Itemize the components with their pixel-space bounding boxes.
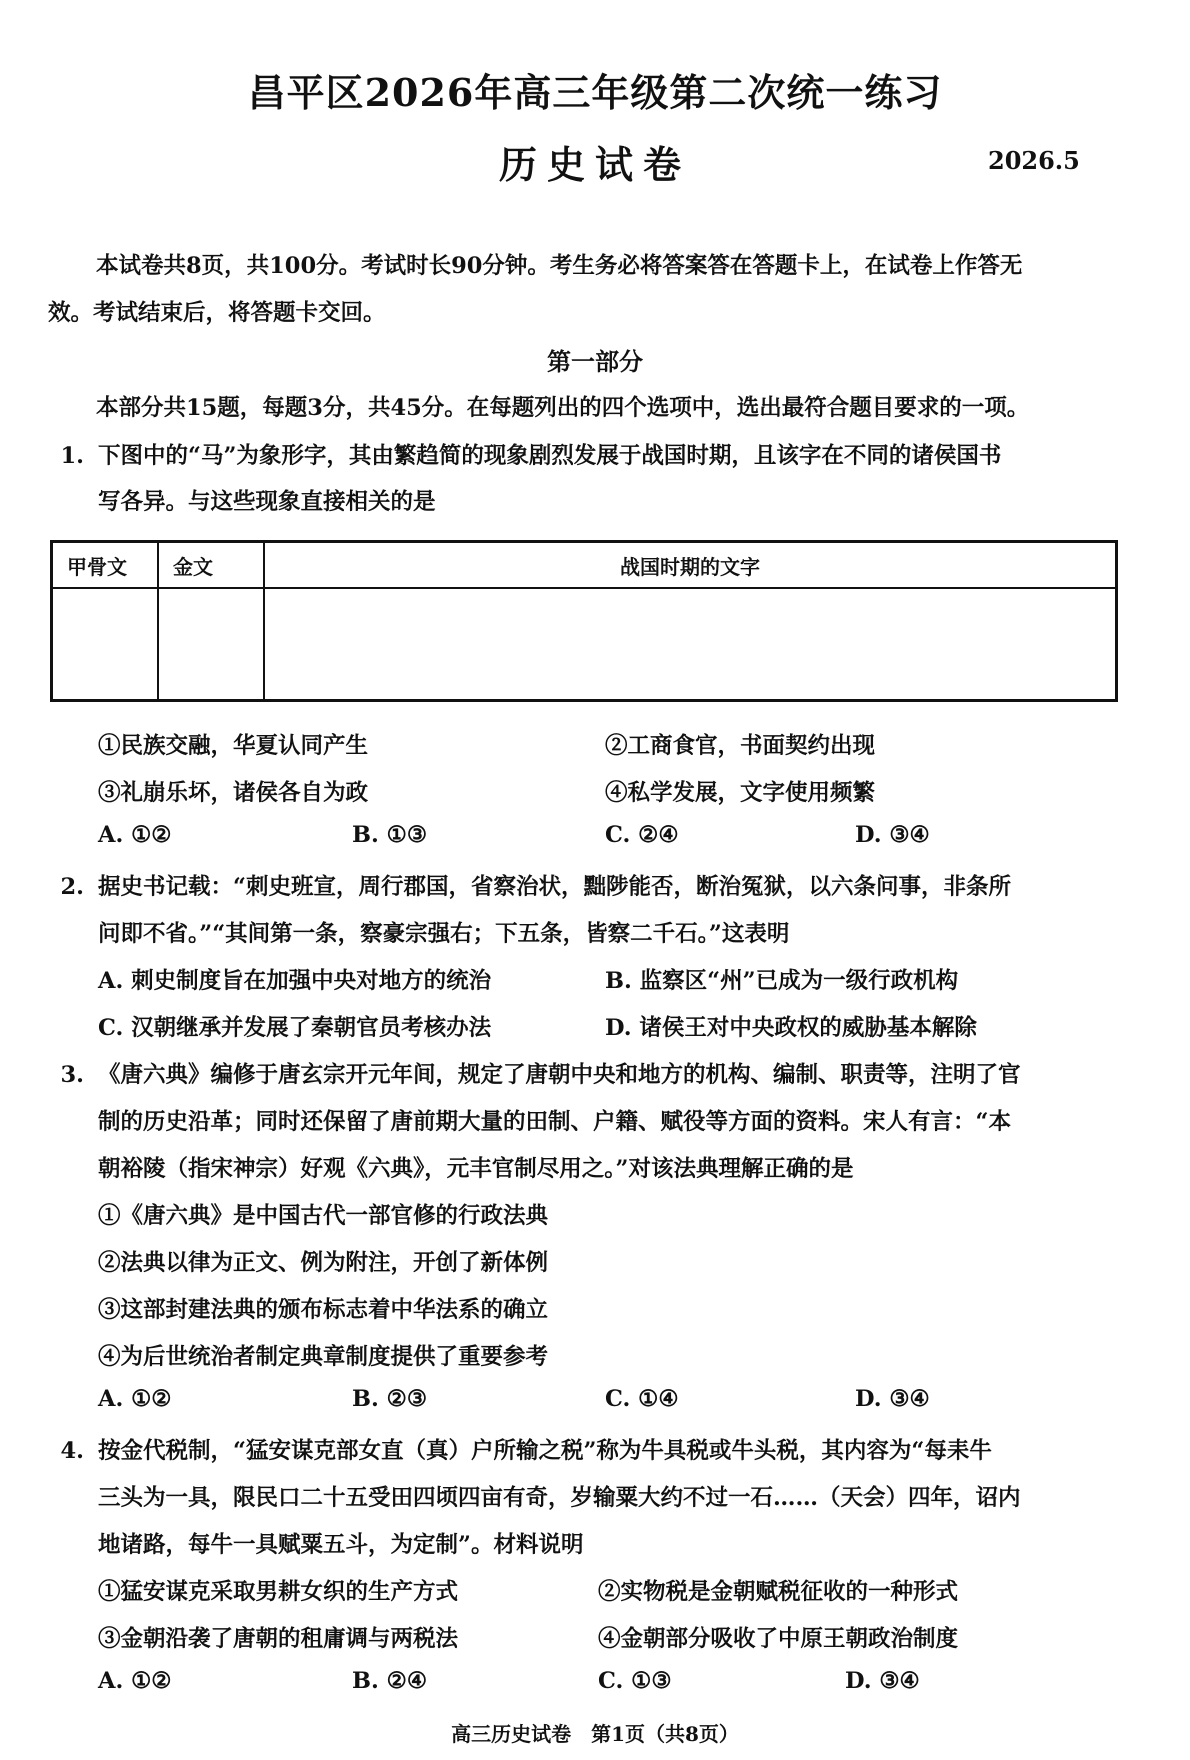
question-text: 《唐六典》编修于唐玄宗开元年间，规定了唐朝中央和地方的机构、编制、职责等，注明了官 [98,1062,1021,1088]
q2-option-d: D. 诸侯王对中央政权的威胁基本解除 [605,1015,977,1041]
q1-option-b: B. ①③ [352,822,428,848]
q1-item-1: ①民族交融，华夏认同产生 [98,733,369,759]
q4-item-1: ①猛安谋克采取男耕女织的生产方式 [98,1579,459,1605]
question-1-line-1 [48,438,1001,470]
question-4-line-2: 三头为一具，限民口二十五受田四顷四亩有奇，岁输粟大约不过一石……（天会）四年，诏内 [98,1485,1021,1511]
q3-option-b: B. ②③ [352,1386,428,1412]
q4-option-d: D. ③④ [845,1668,920,1694]
part1-title: 第一部分 [547,347,643,376]
q3-item-1: ①《唐六典》是中国古代一部官修的行政法典 [98,1203,549,1229]
table-cell-oracle-bone [52,588,159,701]
q3-option-a: A. ①② [98,1386,172,1412]
table-header-oracle-bone: 甲骨文 [52,542,159,589]
q3-option-d: D. ③④ [855,1386,930,1412]
intro-line-2: 效。考试结束后，将答题卡交回。 [48,300,386,326]
q2-option-b: B. 监察区“州”已成为一级行政机构 [605,968,959,994]
page-footer: 高三历史试卷 第1页（共8页） [451,1722,739,1746]
table-header-warring-states: 战国时期的文字 [264,542,1117,589]
q1-option-c: C. ②④ [605,822,679,848]
exam-title: 昌平区2026年高三年级第二次统一练习 [247,70,943,115]
exam-subject: 历史试卷 [498,142,691,187]
exam-date: 2026.5 [988,146,1080,175]
question-number: 4. [60,1438,84,1464]
q4-option-b: B. ②④ [352,1668,428,1694]
q1-item-4: ④私学发展，文字使用频繁 [605,780,876,806]
q1-option-d: D. ③④ [855,822,930,848]
question-text: 据史书记载：“刺史班宣，周行郡国，省察治状，黜陟能否，断治冤狱，以六条问事，非条所 [98,874,1011,900]
table-cell-bronze [158,588,264,701]
part1-instruction: 本部分共15题，每题3分，共45分。在每题列出的四个选项中，选出最符合题目要求的一项。 [96,395,1030,421]
q3-item-2: ②法典以律为正文、例为附注，开创了新体例 [98,1250,549,1276]
question-number: 1. [60,443,84,469]
q1-item-2: ②工商食官，书面契约出现 [605,733,876,759]
q4-item-2: ②实物税是金朝赋税征收的一种形式 [598,1579,959,1605]
q4-item-3: ③金朝沿袭了唐朝的租庸调与两税法 [98,1626,459,1652]
question-number: 2. [60,874,84,900]
intro-line-1: 本试卷共8页，共100分。考试时长90分钟。考生务必将答案答在答题卡上，在试卷上作答无 [96,253,1023,279]
q4-item-4: ④金朝部分吸收了中原王朝政治制度 [598,1626,959,1652]
q3-option-c: C. ①④ [605,1386,679,1412]
question-1-line-2: 写各异。与这些现象直接相关的是 [98,489,436,515]
question-2-line-1 [48,869,1011,901]
question-text: 下图中的“马”为象形字，其由繁趋简的现象剧烈发展于战国时期，且该字在不同的诸侯国书 [98,443,1002,469]
q4-option-c: C. ①③ [598,1668,672,1694]
question-text: 按金代税制，“猛安谋克部女直（真）户所输之税”称为牛具税或牛头税，其内容为“每耒牛 [98,1438,992,1464]
question-4-line-3: 地诸路，每牛一具赋粟五斗，为定制”。材料说明 [98,1532,584,1558]
table-header-bronze: 金文 [158,542,264,589]
q1-item-3: ③礼崩乐坏，诸侯各自为政 [98,780,369,806]
question-2-line-2: 问即不省。”“其间第一条，察豪宗强右；下五条，皆察二千石。”这表明 [98,921,790,947]
q3-item-3: ③这部封建法典的颁布标志着中华法系的确立 [98,1297,549,1323]
question-number: 3. [60,1062,84,1088]
q4-option-a: A. ①② [98,1668,172,1694]
q3-item-4: ④为后世统治者制定典章制度提供了重要参考 [98,1344,549,1370]
table-cell-warring-states [264,588,1117,701]
question-4-line-1 [48,1433,992,1465]
q1-option-a: A. ①② [98,822,172,848]
question-3-line-2: 制的历史沿革；同时还保留了唐前期大量的田制、户籍、赋役等方面的资料。宋人有言：“本 [98,1109,1011,1135]
question-3-line-3: 朝裕陵（指宋神宗）好观《六典》，元丰官制尽用之。”对该法典理解正确的是 [98,1156,854,1182]
question-3-line-1 [48,1057,1021,1089]
script-evolution-table [50,540,1118,702]
q2-option-c: C. 汉朝继承并发展了秦朝官员考核办法 [98,1015,492,1041]
q2-option-a: A. 刺史制度旨在加强中央对地方的统治 [98,968,492,994]
